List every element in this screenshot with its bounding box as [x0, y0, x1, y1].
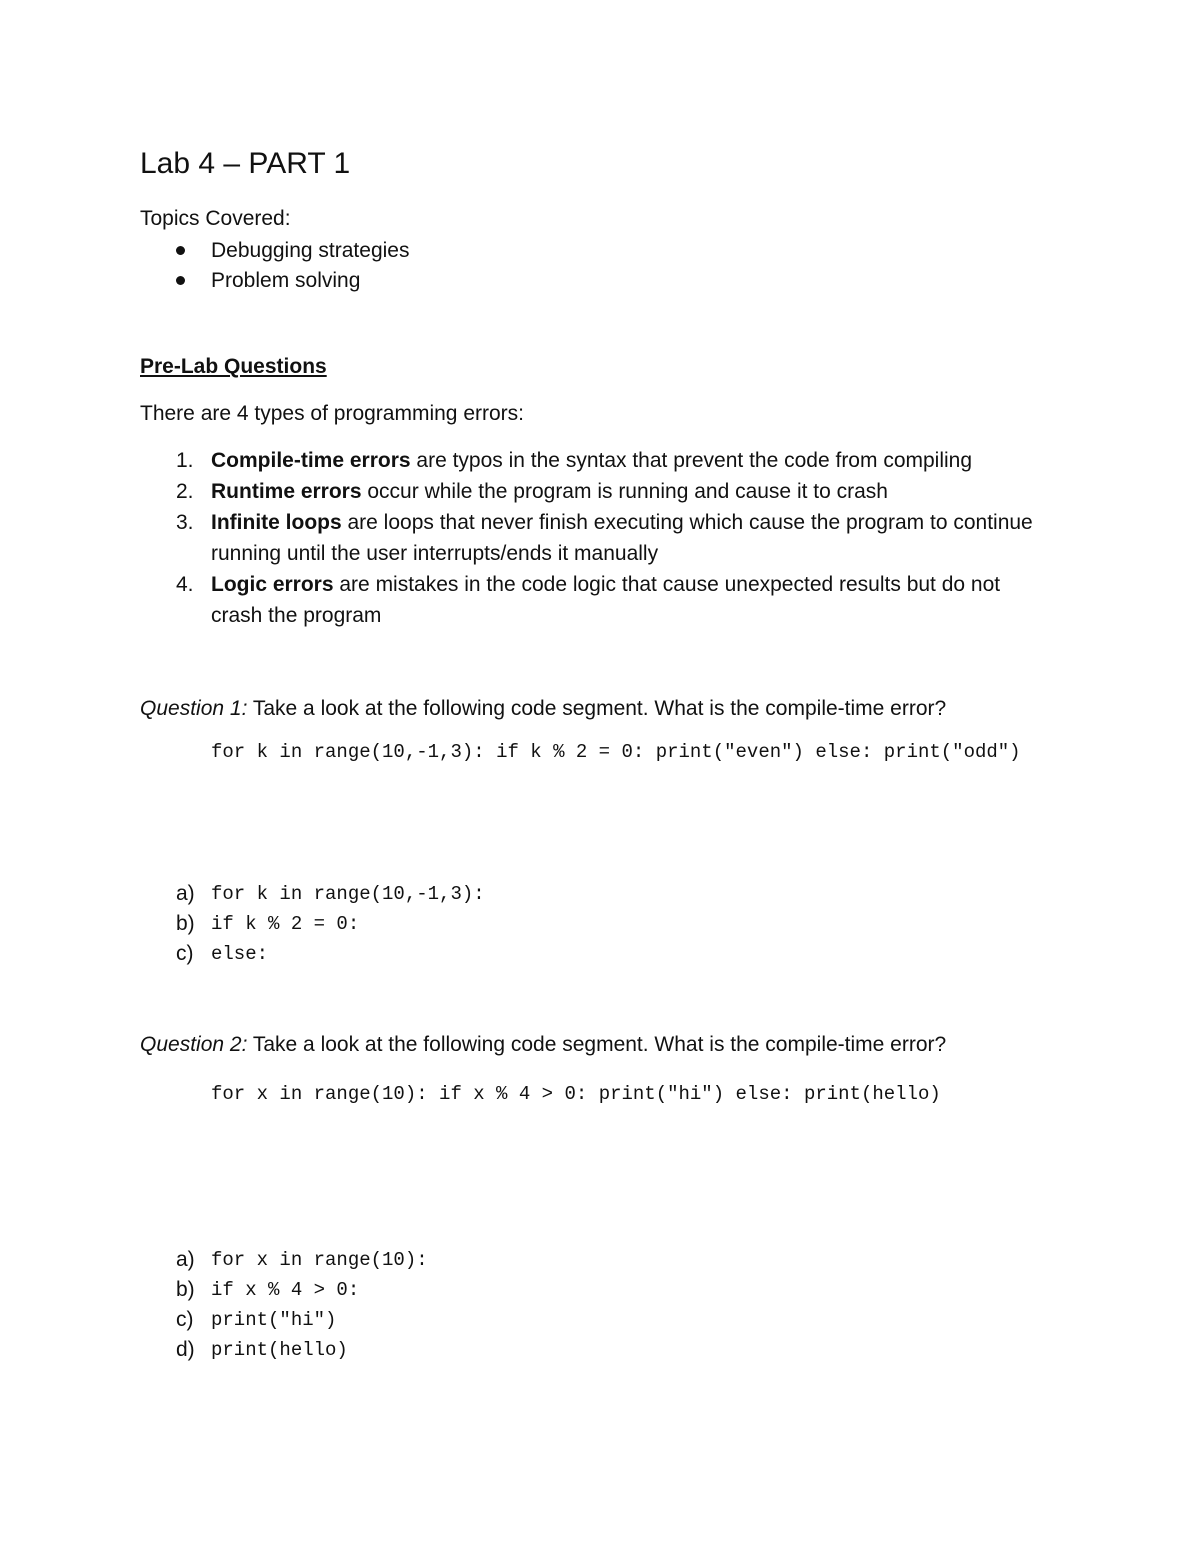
error-term: Logic errors	[211, 573, 334, 596]
question-2-prompt	[140, 1032, 946, 1058]
error-desc: are loops that never finish executing which cause the program to continue	[341, 511, 1033, 534]
code-line: if k % 2 = 0:	[496, 741, 645, 763]
code-line: else:	[815, 741, 873, 763]
list-number: 4.	[176, 573, 194, 596]
list-item	[211, 448, 972, 474]
error-term: Infinite loops	[211, 511, 342, 534]
option-text: for k in range(10,-1,3):	[211, 883, 485, 905]
option-letter: a)	[176, 882, 195, 905]
code-line: print("hi")	[598, 1083, 725, 1105]
question-label: Question 1:	[140, 697, 248, 720]
option-text: if x % 4 > 0:	[211, 1279, 360, 1301]
code-block-1	[211, 740, 1021, 764]
option-text: print(hello)	[211, 1339, 348, 1361]
option-letter: b)	[176, 1278, 195, 1301]
option-letter: a)	[176, 1248, 195, 1271]
bullet-icon	[176, 246, 185, 255]
prelab-heading: Pre-Lab Questions	[140, 355, 327, 378]
error-desc: are mistakes in the code logic that cause unexpected results but do not	[333, 573, 1001, 596]
topic-item: Problem solving	[211, 269, 361, 292]
code-line: for k in range(10,-1,3):	[211, 741, 485, 763]
list-item	[211, 479, 888, 505]
code-line: print(hello)	[803, 1083, 941, 1105]
errors-intro: There are 4 types of programming errors:	[140, 402, 524, 425]
list-number: 2.	[176, 480, 194, 503]
option-letter: b)	[176, 912, 195, 935]
topics-heading: Topics Covered:	[140, 207, 291, 230]
code-line: print("odd")	[883, 741, 1021, 763]
code-line: for x in range(10):	[211, 1083, 428, 1105]
bullet-icon	[176, 276, 185, 285]
page-title: Lab 4 – PART 1	[140, 147, 351, 180]
option-letter: d)	[176, 1338, 195, 1361]
option-letter: c)	[176, 1308, 194, 1331]
list-item-continuation: running until the user interrupts/ends it manually	[211, 542, 659, 565]
error-desc: occur while the program is running and cause it to crash	[361, 480, 888, 503]
code-line: if x % 4 > 0:	[439, 1083, 588, 1105]
question-1-prompt	[140, 696, 946, 722]
error-term: Compile-time errors	[211, 449, 411, 472]
code-line: else:	[735, 1083, 793, 1105]
option-text: print("hi")	[211, 1309, 337, 1331]
list-number: 1.	[176, 449, 194, 472]
list-item	[211, 510, 1033, 536]
topic-item: Debugging strategies	[211, 239, 410, 262]
error-term: Runtime errors	[211, 480, 362, 503]
list-number: 3.	[176, 511, 194, 534]
list-item	[211, 572, 1000, 598]
option-text: for x in range(10):	[211, 1249, 428, 1271]
error-desc: are typos in the syntax that prevent the code from compiling	[410, 449, 973, 472]
question-text: Take a look at the following code segment. What is the compile-time error?	[247, 697, 947, 720]
option-text: if k % 2 = 0:	[211, 913, 360, 935]
list-item-continuation: crash the program	[211, 604, 382, 627]
option-letter: c)	[176, 942, 194, 965]
code-block-2	[211, 1080, 941, 1108]
question-label: Question 2:	[140, 1033, 248, 1056]
question-text: Take a look at the following code segment. What is the compile-time error?	[247, 1033, 947, 1056]
option-text: else:	[211, 943, 269, 965]
code-line: print("even")	[655, 741, 804, 763]
